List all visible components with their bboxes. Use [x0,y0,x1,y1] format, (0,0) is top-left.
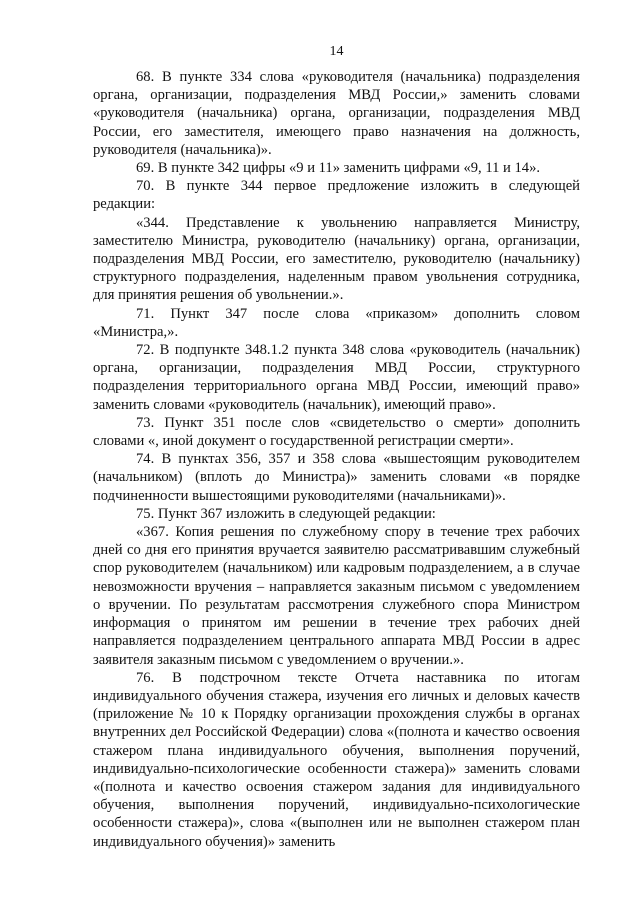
page-number: 14 [329,44,344,59]
paragraph-70: 70. В пункте 344 первое предложение изложить в следующей редакции: [93,178,580,213]
paragraph-69: 69. В пункте 342 цифры «9 и 11» заменить цифрами «9, 11 и 14». [136,160,541,177]
paragraph-344-quote: «344. Представление к увольнению направляется Министру, заместителю Министра, руководителю (начальнику) органа, организации, подразделения МВД России, его заместителю, руководителю (начальнику) структурного подразделения, наделенным правом увольнения сотрудника, для принятия решения об увольнении.». [93,214,580,304]
paragraph-68: 68. В пункте 334 слова «руководителя (начальника) подразделения органа, организации, подразделения МВД России,» заменить словами «руководителя (начальника) органа, организации, подразделения МВД России, его заместителя, имеющего право назначения на должность, руководителя (начальника)». [93,69,580,158]
paragraph-76: 76. В подстрочном тексте Отчета наставника по итогам индивидуального обучения стажера, изучения его личных и деловых качеств (приложение № 10 к Порядку организации прохождения службы в органах внутренних дел Российской Федерации) слова «(полнота и качество освоения стажером плана индивидуального обучения, выполнения поручений, индивидуально-психологические особенности стажера)» заменить словами «(полнота и качество освоения стажером задания для индивидуального обучения, выполнения поручений, индивидуально-психологические особенности стажера)», слова «(выполнен или не выполнен стажером план индивидуального обучения)» заменить [93,669,580,850]
paragraph-72: 72. В подпункте 348.1.2 пункта 348 слова «руководитель (начальник) органа, организации, подразделения МВД России, структурного подразделения территориального органа МВД России, имеющий право» заменить словами «руководитель (начальник), имеющий право». [93,342,580,413]
paragraph-74: 74. В пунктах 356, 357 и 358 слова «вышестоящим руководителем (начальником) (вплоть до Министра)» заменить словами «в порядке подчиненности вышестоящими руководителями (начальниками)». [93,451,580,504]
paragraph-71: 71. Пункт 347 после слова «приказом» дополнить словом «Министра,». [93,305,580,340]
paragraph-367-quote: «367. Копия решения по служебному спору в течение трех рабочих дней со дня его принятия вручается заявителю рассматривавшим служебный спор руководителем (начальником) или кадровым подразделением, а в случае невозможности вручения – направляется заказным письмом с уведомлением о вручении. По результатам рассмотрения служебного спора Министром информация о принятом им решении в течение трех рабочих дней направляется подразделением центрального аппарата МВД России в адрес заявителя заказным письмом с уведомлением о вручении.». [93,524,580,668]
paragraph-73: 73. Пункт 351 после слов «свидетельство о смерти» дополнить словами «, иной документ о государственной регистрации смерти». [93,414,580,450]
paragraph-75: 75. Пункт 367 изложить в следующей редакции: [136,505,436,522]
